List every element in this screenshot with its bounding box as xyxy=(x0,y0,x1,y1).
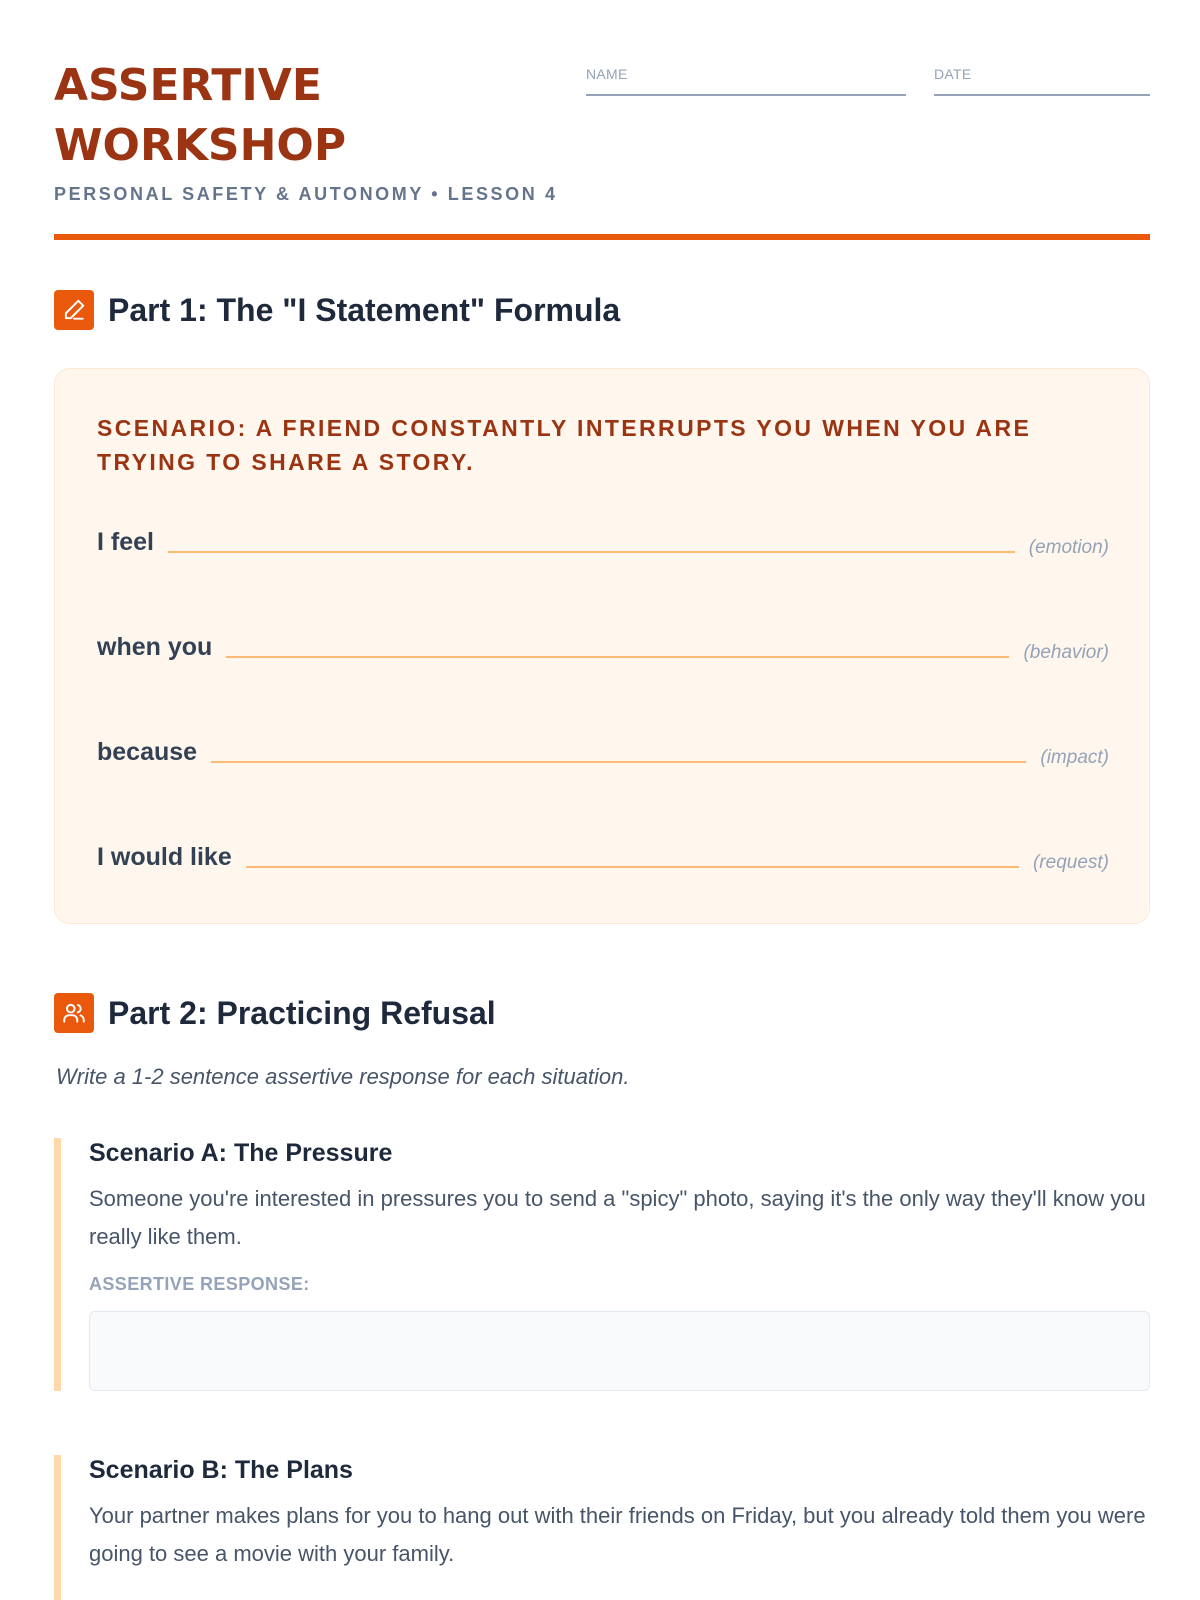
worksheet-header xyxy=(54,56,1150,242)
scenario-card-b xyxy=(54,1455,1150,1600)
formula-row-request xyxy=(97,836,1109,876)
answer-line[interactable] xyxy=(168,551,1015,553)
part2-instructions: Write a 1-2 sentence assertive response for each situation. xyxy=(56,1064,630,1089)
formula-hint: (impact) xyxy=(1040,747,1109,768)
response-label: ASSERTIVE RESPONSE: xyxy=(89,1274,310,1294)
formula-hint: (request) xyxy=(1032,852,1109,873)
formula-row-because xyxy=(97,731,1109,771)
part1-title: Part 1: The "I Statement" Formula xyxy=(108,291,621,328)
scenario-description: Someone you're interested in pressures you to send a "spicy" photo, saying it's the only way they'll know you really like them. xyxy=(89,1186,1146,1249)
date-field[interactable] xyxy=(934,66,1150,96)
scenario-description: Your partner makes plans for you to hang out with their friends on Friday, but you already told them you were going to see a movie with your family. xyxy=(89,1503,1146,1566)
pencil-icon xyxy=(54,290,94,330)
users-icon xyxy=(54,993,94,1033)
formula-lead: because xyxy=(97,738,198,766)
answer-line[interactable] xyxy=(226,656,1009,658)
worksheet-subtitle: PERSONAL SAFETY & AUTONOMY • LESSON 4 xyxy=(54,184,558,204)
answer-line[interactable] xyxy=(246,866,1019,868)
title-line-1: ASSERTIVE xyxy=(54,60,322,111)
formula-hint: (behavior) xyxy=(1023,642,1109,663)
title-line-2: WORKSHOP xyxy=(54,120,347,171)
formula-row-feel xyxy=(97,521,1109,561)
scenario-title: Scenario A: The Pressure xyxy=(89,1139,393,1167)
formula-lead: when you xyxy=(97,633,213,661)
formula-hint: (emotion) xyxy=(1028,537,1109,558)
formula-row-when xyxy=(97,626,1109,666)
response-input[interactable] xyxy=(89,1311,1150,1391)
formula-lead: I feel xyxy=(97,528,154,556)
scenario-title: Scenario B: The Plans xyxy=(89,1456,353,1484)
part1-heading xyxy=(54,290,620,330)
name-field[interactable] xyxy=(586,66,906,96)
answer-line[interactable] xyxy=(211,761,1026,763)
name-label: NAME xyxy=(586,66,628,82)
part2-heading xyxy=(54,993,496,1033)
part2-title: Part 2: Practicing Refusal xyxy=(108,994,496,1031)
formula-lead: I would like xyxy=(97,843,232,871)
header-divider xyxy=(54,234,1150,240)
i-statement-panel xyxy=(54,368,1150,924)
date-label: DATE xyxy=(934,66,972,82)
part1-scenario: SCENARIO: A FRIEND CONSTANTLY INTERRUPTS YOU WHEN YOU ARE TRYING TO SHARE A STORY. xyxy=(97,415,1032,475)
scenario-card-a xyxy=(54,1138,1150,1391)
